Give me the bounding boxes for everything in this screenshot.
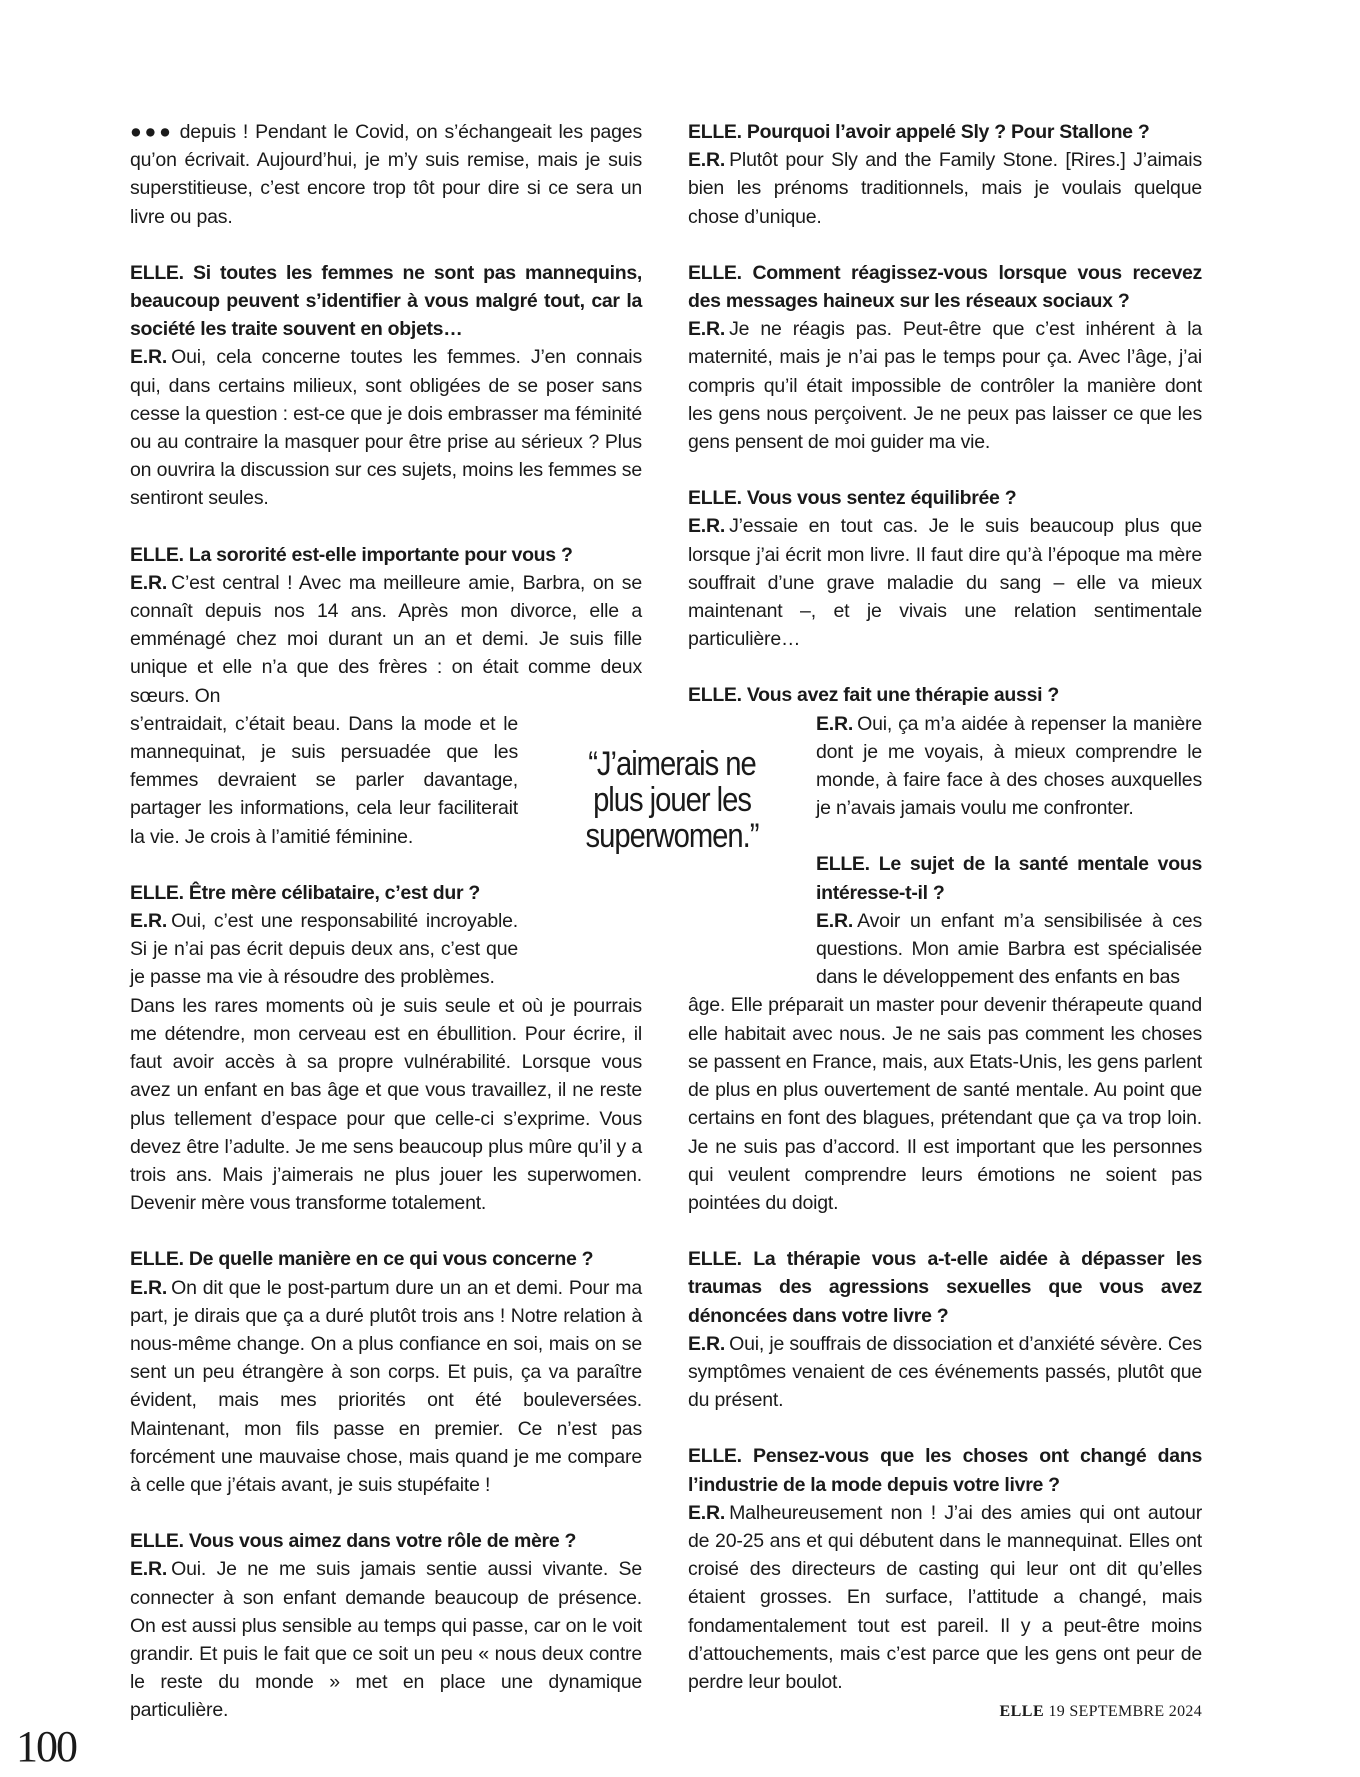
answer-tag: E.R. xyxy=(688,318,726,341)
qa-block xyxy=(130,879,518,992)
answer-tag: E.R. xyxy=(688,149,726,172)
qa-block xyxy=(688,259,1202,456)
interviewer-tag: ELLE. xyxy=(816,853,870,876)
answer-text: Oui, cela concerne toutes les femmes. J’en connais qui, dans certains milieux, sont obligées de se poser sans cesse la question : est-ce que je dois embrasser ma féminité ou au contraire la masquer pour être prise au sérieux ? Plus on ouvrira la discussion sur ces sujets, moins les femmes se sentiront seules. xyxy=(130,346,642,510)
interviewer-tag: ELLE. xyxy=(688,684,742,707)
question-text: Si toutes les femmes ne sont pas mannequins, beaucoup peuvent s’identifier à vous malgré tout, car la société les traite souvent en objets… xyxy=(130,261,642,341)
question xyxy=(130,879,518,907)
interviewer-tag: ELLE. xyxy=(688,1445,742,1468)
question-text: Vous vous sentez équilibrée ? xyxy=(746,487,1017,510)
question xyxy=(130,1527,642,1555)
interviewer-tag: ELLE. xyxy=(688,487,742,510)
question xyxy=(816,850,1202,906)
question xyxy=(688,118,1202,146)
question-text: De quelle manière en ce qui vous concerne ? xyxy=(188,1248,594,1271)
continuation-bullets: ●●● xyxy=(130,121,174,143)
question-text: Le sujet de la santé mentale vous intéresse-t-il ? xyxy=(816,853,1202,904)
interviewer-tag: ELLE. xyxy=(130,881,184,904)
answer-tag: E.R. xyxy=(130,346,168,369)
qa-block xyxy=(130,1245,642,1499)
qa-block xyxy=(688,850,1202,991)
answer-tag: E.R. xyxy=(130,1276,168,1299)
answer-tag: E.R. xyxy=(816,712,854,735)
question xyxy=(130,541,642,569)
question-text: Comment réagissez-vous lorsque vous recevez des messages haineux sur les réseaux sociaux ? xyxy=(688,261,1202,313)
answer-text: Malheureusement non ! J’ai des amies qui ont autour de 20-25 ans et qui débutent dans le mannequinat. Elles ont croisé des directeurs de casting qui leur ont dit qu’elles étaient grosses. En surface, l’attitude a changé, mais fondamentalement tout est pareil. Il y a peut-être moins d’attouchements, mais c’est parce que les gens ont peur de perdre leur boulot. xyxy=(688,1501,1202,1693)
answer-continuation: âge. Elle préparait un master pour devenir thérapeute quand elle habitait avec nous. Je ne sais pas comment les choses se passent en France, mais, aux Etats-Unis, les gens parlent de plus en plus ouvertement de santé mentale. Au point que certains en font des blagues, prétendant que ça va trop loin. Je ne suis pas d’accord. Il est important que les personnes qui veulent comprendre leurs émotions ne soient pas pointées du doigt. xyxy=(688,994,1202,1214)
question-text: La thérapie vous a-t-elle aidée à dépasser les traumas des agressions sexuelles que vous avez dénoncées dans votre livre ? xyxy=(688,1248,1202,1327)
answer-text: Plutôt pour Sly and the Family Stone. [Rires.] J’aimais bien les prénoms traditionnels, mais je voulais quelque chose d’unique. xyxy=(688,149,1202,228)
interviewer-tag: ELLE. xyxy=(130,1248,184,1271)
question xyxy=(130,259,642,344)
answer-text: Je ne réagis pas. Peut-être que c’est inhérent à la maternité, mais je n’ai pas le temps pour ça. Avec l’âge, j’ai compris qu’il était impossible de contrôler la manière dont les gens nous perçoivent. Je ne peux pas laisser ce que les gens pensent de moi guider ma vie. xyxy=(688,318,1202,454)
qa-block xyxy=(130,1527,642,1724)
magazine-footer xyxy=(999,1703,1202,1721)
qa-block xyxy=(130,541,642,710)
answer-text: Avoir un enfant m’a sensibilisée à ces questions. Mon amie Barbra est spécialisée dans le développement des enfants en bas xyxy=(816,909,1202,989)
intro-text: depuis ! Pendant le Covid, on s’échangeait les pages qu’on écrivait. Aujourd’hui, je m’y suis remise, mais je suis superstitieuse, c’est encore trop tôt pour dire si ce sera un livre ou pas. xyxy=(130,121,642,228)
qa-block xyxy=(688,118,1202,231)
page-number: 100 xyxy=(16,1722,76,1771)
question-text: Vous avez fait une thérapie aussi ? xyxy=(746,684,1059,707)
answer-tag: E.R. xyxy=(688,1332,726,1355)
issue-date: 19 SEPTEMBRE 2024 xyxy=(1048,1703,1202,1720)
answer-tag: E.R. xyxy=(816,909,854,932)
answer-continuation: Dans les rares moments où je suis seule et où je pourrais me détendre, mon cerveau est en ébullition. Pour écrire, il faut avoir accès à sa propre vulnérabilité. Lorsque vous avez un enfant en bas âge et que vous travaillez, il ne reste plus tellement d’espace pour que celle-ci s’exprime. Vous devez être l’adulte. Je me sens beaucoup plus mûre qu’il y a trois ans. Mais j’aimerais ne plus jouer les superwomen. Devenir mère vous transforme totalement. xyxy=(130,994,642,1215)
question xyxy=(130,1245,642,1273)
qa-answer xyxy=(688,710,1202,823)
question-text: Pensez-vous que les choses ont changé dans l’industrie de la mode depuis votre livre ? xyxy=(688,1445,1202,1496)
question xyxy=(688,681,1202,709)
answer-tag: E.R. xyxy=(688,1501,726,1524)
qa-block xyxy=(130,259,642,513)
answer-text: On dit que le post-partum dure un an et demi. Pour ma part, je dirais que ça a duré plutôt trois ans ! Notre relation à nous-même change. On a plus confiance en soi, mais on se sent un peu étrangère à son corps. Et puis, ça va paraître évident, mais mes priorités ont été bouleversées. Maintenant, mon fils passe en premier. Ce n’est pas forcément une mauvaise chose, mais quand je me compare à celle que j’étais avant, je suis stupéfaite ! xyxy=(130,1276,642,1496)
question xyxy=(688,259,1202,315)
answer-tag: E.R. xyxy=(130,910,168,933)
answer-text: Oui, c’est une responsabilité incroyable. Si je n’ai pas écrit depuis deux ans, c’est que je passe ma vie à résoudre des problèmes. xyxy=(130,910,518,989)
answer-text: C’est central ! Avec ma meilleure amie, Barbra, on se connaît depuis nos 14 ans. Après mon divorce, elle a emménagé chez moi durant un an et demi. Je suis fille unique et elle n’a que des frères : on était comme deux sœurs. On xyxy=(130,571,642,707)
interviewer-tag: ELLE. xyxy=(130,543,184,566)
interviewer-tag: ELLE. xyxy=(130,1530,184,1553)
answer-continuation: s’entraidait, c’était beau. Dans la mode et le mannequinat, je suis persuadée que les femmes devraient se parler davantage, partager les informations, cela leur faciliterait la vie. Je crois à l’amitié féminine. xyxy=(130,712,518,848)
answer-tag: E.R. xyxy=(688,515,726,538)
interviewer-tag: ELLE. xyxy=(688,121,742,143)
magazine-brand: ELLE xyxy=(999,1703,1045,1720)
qa-block xyxy=(688,484,1202,653)
interviewer-tag: ELLE. xyxy=(130,261,184,284)
answer-tag: E.R. xyxy=(130,571,168,594)
answer-text: J’essaie en tout cas. Je le suis beaucoup plus que lorsque j’ai écrit mon livre. Il faut dire qu’à l’époque ma mère souffrait d’une grave maladie du sang – elle va mieux maintenant –, et je vivais une relation sentimentale particulière… xyxy=(688,515,1202,651)
question-text: Vous vous aimez dans votre rôle de mère ? xyxy=(188,1530,577,1553)
answer-text: Oui, je souffrais de dissociation et d’anxiété sévère. Ces symptômes venaient de ces événements passés, plutôt que du présent. xyxy=(688,1332,1202,1412)
answer-text: Oui. Je ne me suis jamais sentie aussi vivante. Se connecter à son enfant demande beaucoup de présence. On est aussi plus sensible au temps qui passe, car on le voit grandir. Et puis le fait que ce soit un peu « nous deux contre le reste du monde » met en place une dynamique particulière. xyxy=(130,1558,642,1722)
question xyxy=(688,1442,1202,1498)
left-column xyxy=(130,118,642,1753)
intro-paragraph xyxy=(130,118,642,231)
interviewer-tag: ELLE. xyxy=(688,261,742,284)
answer-tag: E.R. xyxy=(130,1558,168,1581)
right-column xyxy=(688,118,1202,1724)
question-text: Pourquoi l’avoir appelé Sly ? Pour Stallone ? xyxy=(746,121,1150,143)
qa-question xyxy=(688,681,1202,709)
interviewer-tag: ELLE. xyxy=(688,1248,742,1271)
question xyxy=(688,484,1202,512)
question xyxy=(688,1245,1202,1330)
question-text: Être mère célibataire, c’est dur ? xyxy=(188,881,480,904)
qa-block xyxy=(688,1442,1202,1696)
question-text: La sororité est-elle importante pour vous ? xyxy=(188,543,573,566)
qa-block xyxy=(688,1245,1202,1414)
answer-text: Oui, ça m’a aidée à repenser la manière dont je me voyais, à mieux comprendre le monde, à faire face à des choses auxquelles je n’avais jamais voulu me confronter. xyxy=(816,712,1202,820)
pull-quote: “J’aimerais ne plus jouer les superwomen.” xyxy=(585,745,759,855)
